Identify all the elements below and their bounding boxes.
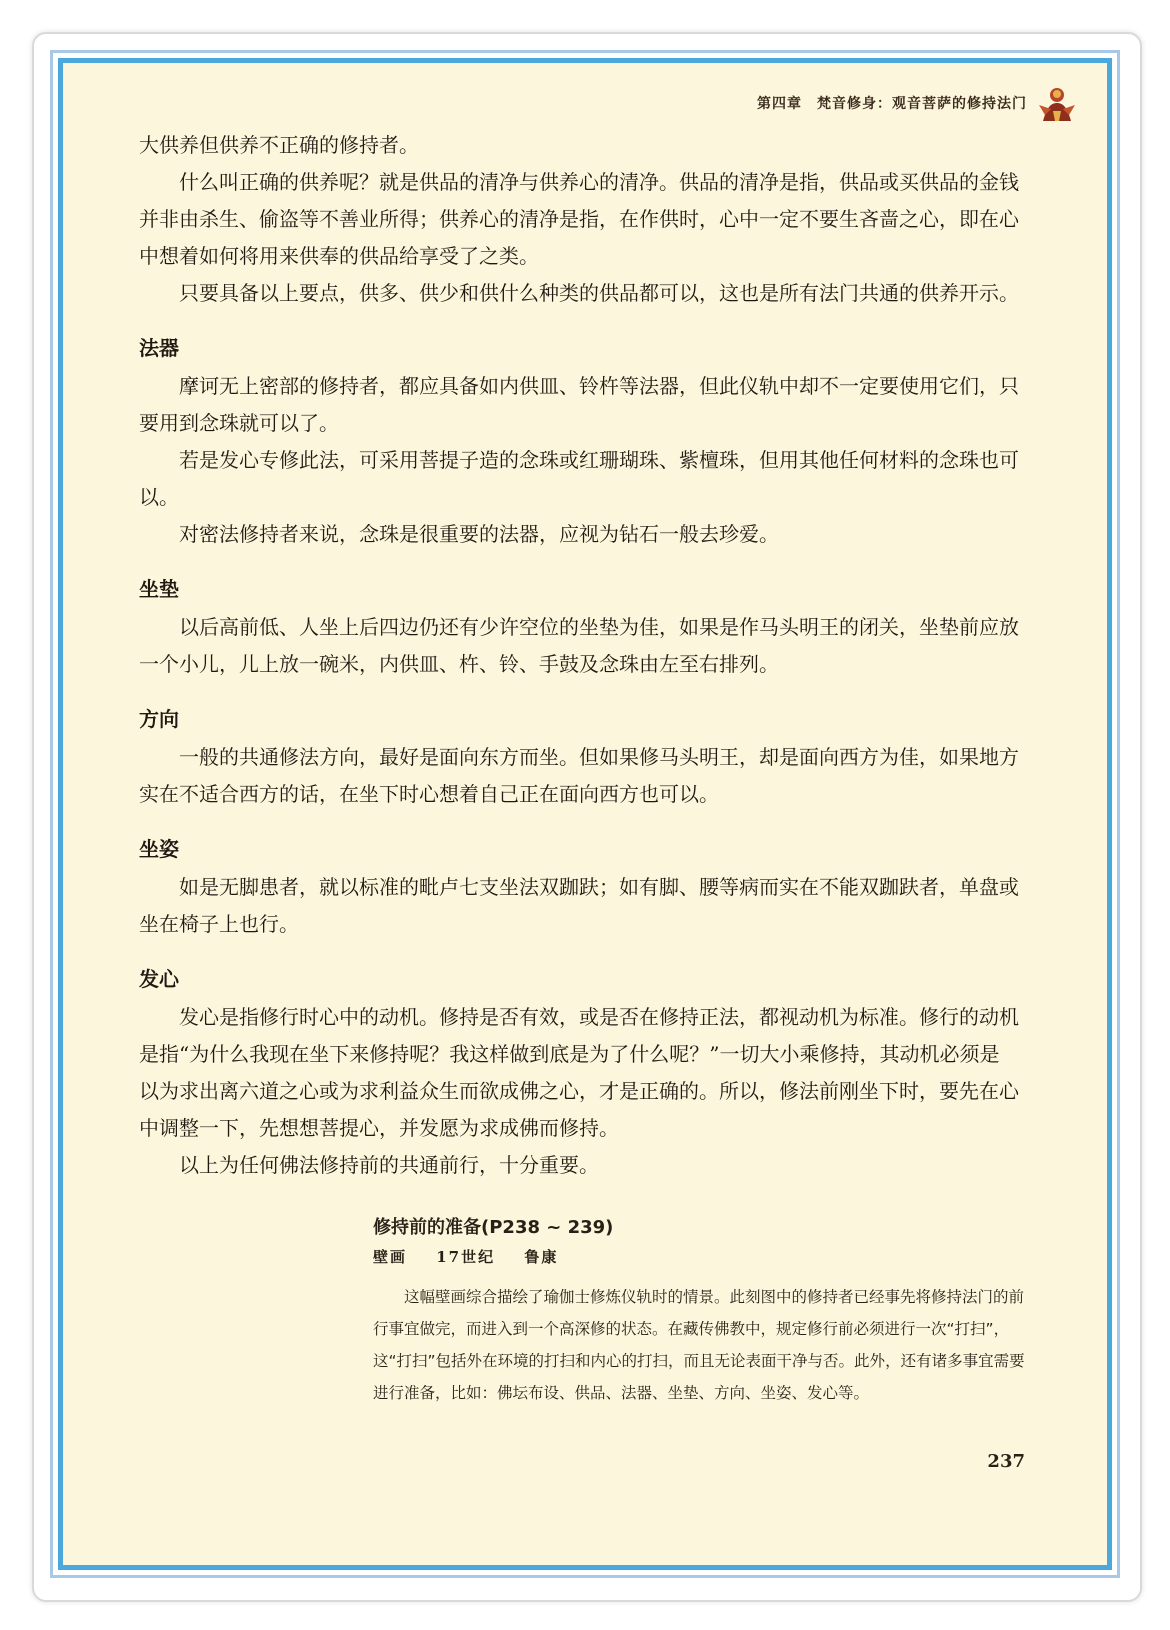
section-heading-zuozi: 坐姿 [139,837,179,861]
deity-vignette-icon [1037,81,1077,125]
paragraph: 什么叫正确的供养呢？就是供品的清净与供养心的清净。供品的清净是指，供品或买供品的金钱并非由杀生、偷盗等不善业所得；供养心的清净是指，在作供时，心中一定不要生吝啬之心，即在心中想着如何将用来供奉的供品给享受了之类。 [139,170,1019,268]
caption-body: 这幅壁画综合描绘了瑜伽士修炼仪轨时的情景。此刻图中的修持者已经事先将修持法门的前行事宜做完，而进入到一个高深修的状态。在藏传佛教中，规定修行前必须进行一次“打扫”，这“打扫”包括外在环境的打扫和内心的打扫，而且无论表面干净与否。此外，还有诸多事宜需要进行准备，比如：佛坛布设、供品、法器、坐垫、方向、坐姿、发心等。 [373,1288,1025,1402]
paragraph: 只要具备以上要点，供多、供少和供什么种类的供品都可以，这也是所有法门共通的供养开示。 [179,281,1019,305]
caption-medium: 壁画 [373,1248,408,1266]
paragraph: 一般的共通修法方向，最好是面向东方而坐。但如果修马头明王，却是面向西方为佳，如果地方实在不适合西方的话，在坐下时心想着自己正在面向西方也可以。 [139,745,1019,806]
paragraph: 大供养但供养不正确的修持者。 [139,133,419,157]
caption-origin: 鲁康 [524,1248,559,1266]
section-heading-faqi: 法器 [139,336,179,360]
main-text [139,127,1019,1184]
book-page [63,63,1107,1565]
paragraph: 摩诃无上密部的修持者，都应具备如内供皿、铃杵等法器，但此仪轨中却不一定要使用它们，只要用到念珠就可以了。 [139,374,1019,435]
paragraph: 以后高前低、人坐上后四边仍还有少许空位的坐垫为佳，如果是作马头明王的闭关，坐垫前应放一个小儿，儿上放一碗米，内供皿、杵、铃、手鼓及念珠由左至右排列。 [139,615,1019,676]
running-header: 第四章 梵音修身：观音菩萨的修持法门 [757,96,1027,112]
section-heading-fangxiang: 方向 [139,707,179,731]
caption-title: 修持前的准备(P238 ~ 239) [373,1217,614,1238]
paragraph: 如是无脚患者，就以标准的毗卢七支坐法双跏趺；如有脚、腰等病而实在不能双跏趺者，单盘或坐在椅子上也行。 [139,875,1019,936]
caption-meta [373,1243,1033,1271]
section-heading-zuodian: 坐垫 [139,577,179,601]
figure-caption [373,1213,1033,1409]
paragraph: 发心是指修行时心中的动机。修持是否有效，或是否在修持正法，都视动机为标准。修行的动机是指“为什么我现在坐下来修持呢？我这样做到底是为了什么呢？”一切大小乘修持，其动机必须是以为求出离六道之心或为求利益众生而欲成佛之心，才是正确的。所以，修法前刚坐下时，要先在心中调整一下，先想想菩提心，并发愿为求成佛而修持。 [139,1005,1019,1140]
section-heading-faxin: 发心 [139,967,179,991]
caption-century: 17世纪 [436,1248,496,1266]
page-number: 237 [987,1451,1025,1472]
paragraph: 若是发心专修此法，可采用菩提子造的念珠或红珊瑚珠、紫檀珠，但用其他任何材料的念珠也可以。 [139,448,1019,509]
paragraph: 以上为任何佛法修持前的共通前行，十分重要。 [179,1153,599,1177]
paragraph: 对密法修持者来说，念珠是很重要的法器，应视为钻石一般去珍爱。 [179,522,779,546]
